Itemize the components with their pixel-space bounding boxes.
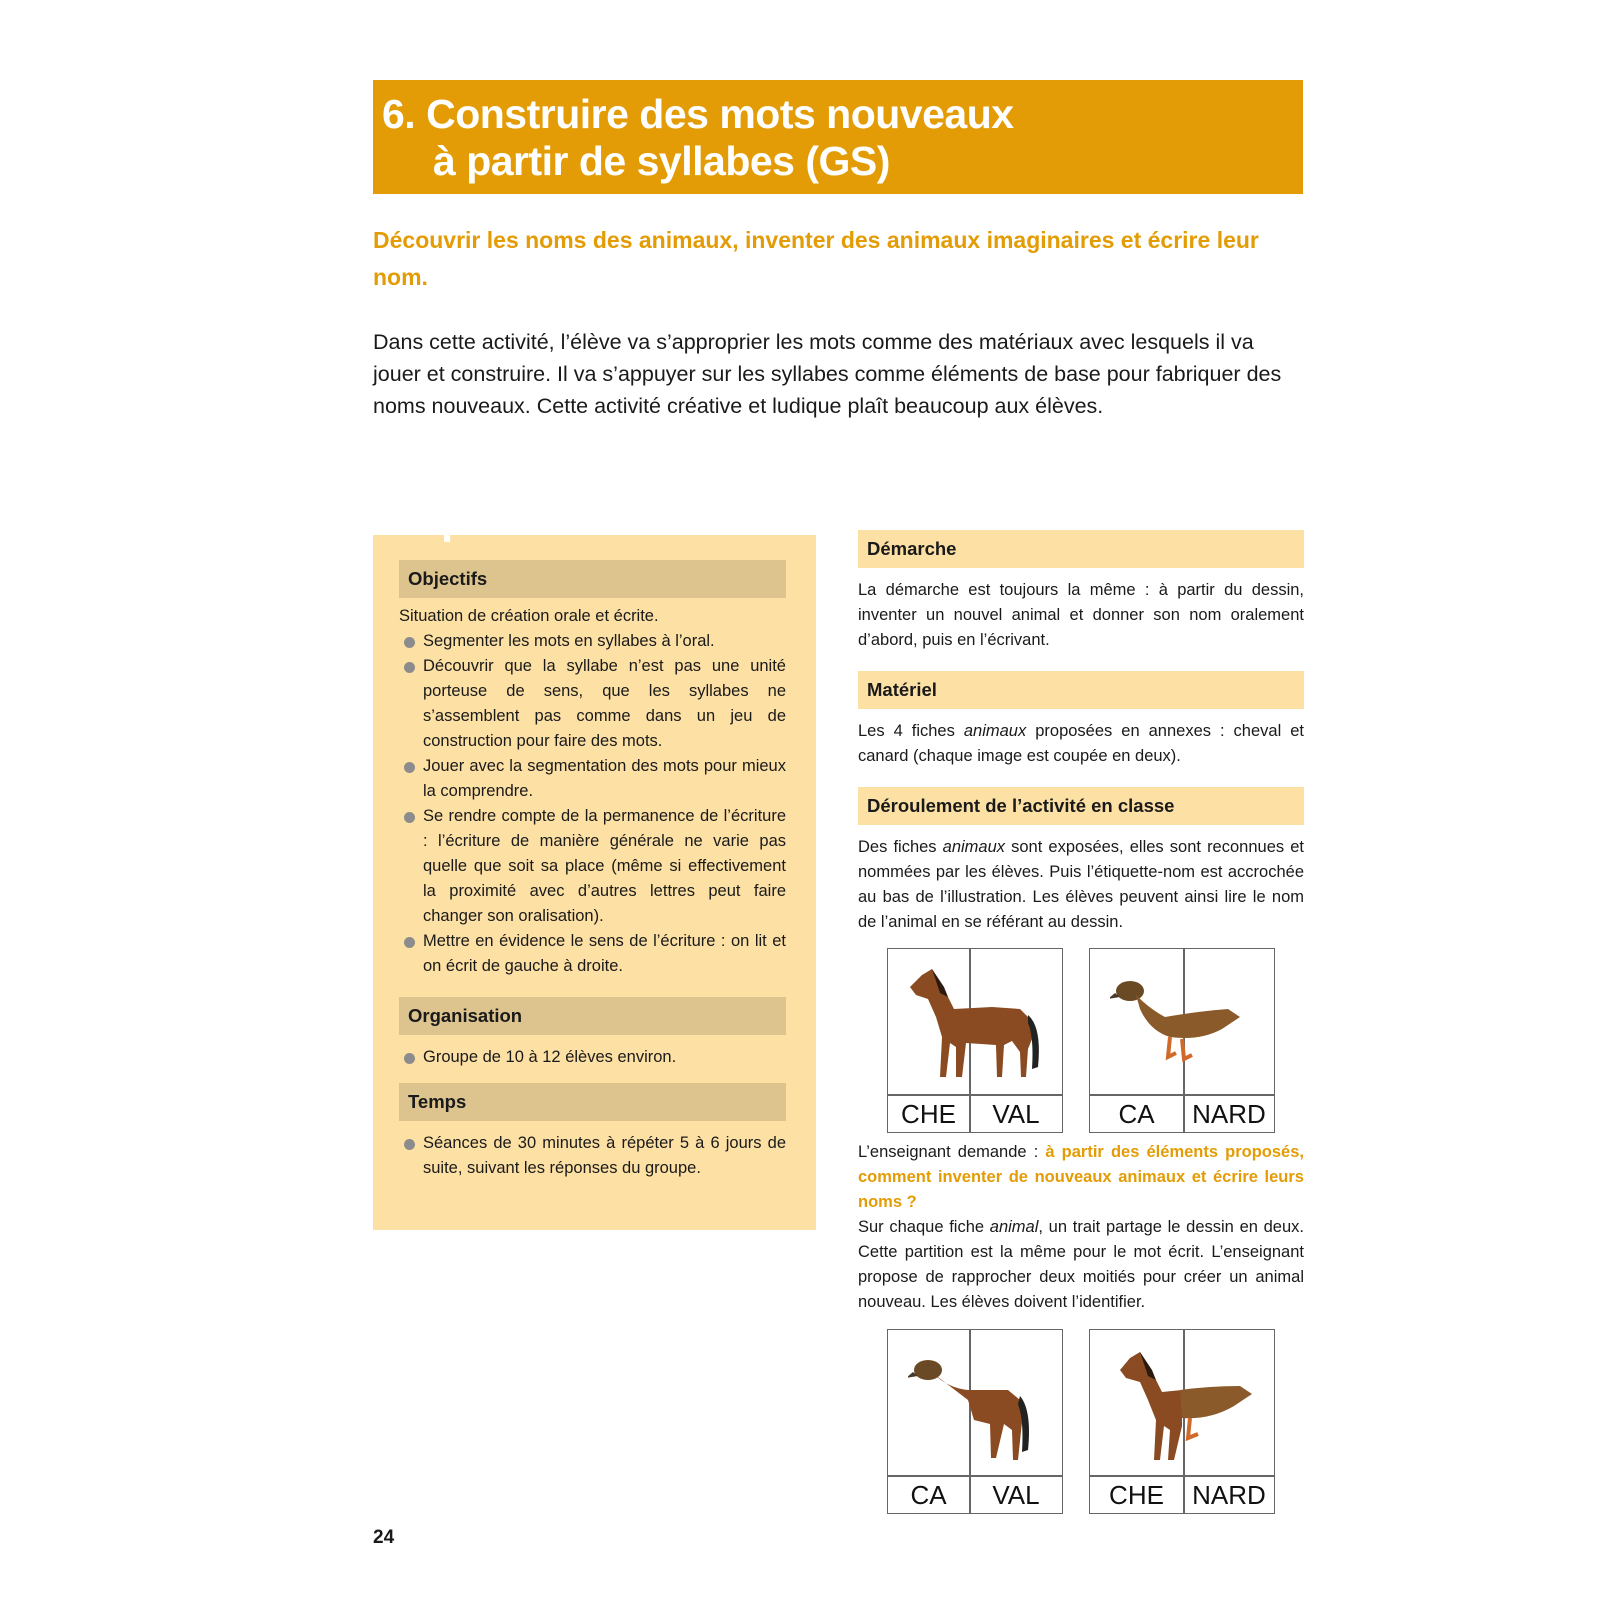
temps-list — [399, 1131, 786, 1181]
deroulement-heading: Déroulement de l’activité en classe — [858, 787, 1304, 825]
list-item: Jouer avec la segmentation des mots pour mieux la comprendre. — [399, 754, 786, 804]
deroulement-paragraph-2: L’enseignant demande : à partir des éléments proposés, comment inventer de nouveaux animaux et écrire leurs noms ? Sur chaque fiche animal, un trait partage le dessin en deux. Cette partition est la même pour le mot écrit. L’enseignant propose de rapprocher deux moitiés pour créer un animal nouveau. Les élèves doivent l’identifier. — [858, 1140, 1304, 1315]
page-number: 24 — [373, 1527, 395, 1548]
card-duck-horse — [887, 1329, 1063, 1514]
demarche-heading: Démarche — [858, 530, 1304, 568]
list-item: Mettre en évidence le sens de l’écriture : on lit et on écrit de gauche à droite. — [399, 929, 786, 979]
card-duck — [1089, 948, 1275, 1133]
organisation-heading: Organisation — [399, 997, 786, 1035]
deroulement-paragraph-1: Des fiches animaux sont exposées, elles sont reconnues et nommées par les élèves. Puis l’étiquette-nom est accrochée au bas de l’illustration. Les élèves peuvent ainsi lire le nom de l’animal en se référant au dessin. — [858, 838, 1304, 931]
list-item: Segmenter les mots en syllabes à l’oral. — [399, 629, 786, 654]
bullet-icon — [404, 1053, 415, 1064]
preparation-title: Préparation — [373, 494, 607, 543]
page-title-line-2: à partir de syllabes (GS) — [433, 138, 890, 184]
bullet-icon — [404, 1139, 415, 1150]
materiel-heading: Matériel — [858, 671, 1304, 709]
temps-heading: Temps — [399, 1083, 786, 1121]
card-label: CA — [910, 1480, 947, 1510]
intro-paragraph: Dans cette activité, l’élève va s’approprier les mots comme des matériaux avec lesquels il va jouer et construire. Il va s’appuyer sur les syllabes comme éléments de base pour fabriquer des noms nouveaux. Cette activité créative et ludique plaît beaucoup aux élèves. — [373, 330, 1282, 418]
list-item: Se rendre compte de la permanence de l’écriture : l’écriture de manière générale ne varie pas quelle que soit sa place (même si effectivement la proximité avec d’autres lettres peut faire changer son oralisation). — [399, 804, 786, 929]
bullet-icon — [404, 812, 415, 823]
organisation-section — [399, 997, 786, 1070]
card-label: CHE — [901, 1099, 956, 1129]
objectifs-heading: Objectifs — [399, 560, 786, 598]
card-label: VAL — [992, 1480, 1040, 1510]
bullet-icon — [404, 637, 415, 648]
card-label: CA — [1118, 1099, 1155, 1129]
deroulement-paragraph-3: Sur chaque fiche animal, un trait partage le dessin en deux. Cette partition est la même pour le mot écrit. L’enseignant propose de rapprocher deux moitiés pour créer un animal nouveau. Les élèves doivent l’identifier. — [858, 1218, 1304, 1311]
list-item: Séances de 30 minutes à répéter 5 à 6 jours de suite, suivant les réponses du groupe. — [399, 1131, 786, 1181]
objectifs-lead: Situation de création orale et écrite. — [399, 607, 659, 625]
card-horse — [887, 948, 1063, 1133]
bullet-icon — [404, 762, 415, 773]
organisation-list — [399, 1045, 786, 1070]
list-item: Groupe de 10 à 12 élèves environ. — [399, 1045, 786, 1070]
duck-illustration — [1110, 969, 1260, 1069]
horse-illustration — [892, 957, 1057, 1087]
card-label: VAL — [992, 1099, 1040, 1129]
duck-horse-illustration — [908, 1350, 1058, 1470]
page-title-line-1: 6. Construire des mots nouveaux — [382, 91, 1014, 137]
bullet-icon — [404, 937, 415, 948]
materiel-text: Les 4 fiches animaux proposées en annexes : cheval et canard (chaque image est coupée en deux). — [858, 722, 1304, 765]
horse-duck-illustration — [1110, 1340, 1260, 1470]
deroulement-section — [858, 787, 1304, 935]
subtitle: Découvrir les noms des animaux, inventer des animaux imaginaires et écrire leur nom. — [373, 227, 1259, 290]
bullet-icon — [404, 662, 415, 673]
card-label: CHE — [1109, 1480, 1164, 1510]
materiel-section — [858, 671, 1304, 769]
card-label: NARD — [1192, 1480, 1266, 1510]
card-horse-duck — [1089, 1329, 1275, 1514]
demarche-section — [858, 530, 1304, 653]
objectifs-section — [399, 560, 786, 979]
temps-section — [399, 1083, 786, 1181]
card-label: NARD — [1192, 1099, 1266, 1129]
list-item: Découvrir que la syllabe n’est pas une unité porteuse de sens, que les syllabes ne s’assemblent pas comme dans un jeu de construction pour faire des mots. — [399, 654, 786, 754]
objectifs-list — [399, 629, 786, 979]
demarche-text: La démarche est toujours la même : à partir du dessin, inventer un nouvel animal et donner son nom oralement d’abord, puis en l’écrivant. — [858, 581, 1304, 649]
